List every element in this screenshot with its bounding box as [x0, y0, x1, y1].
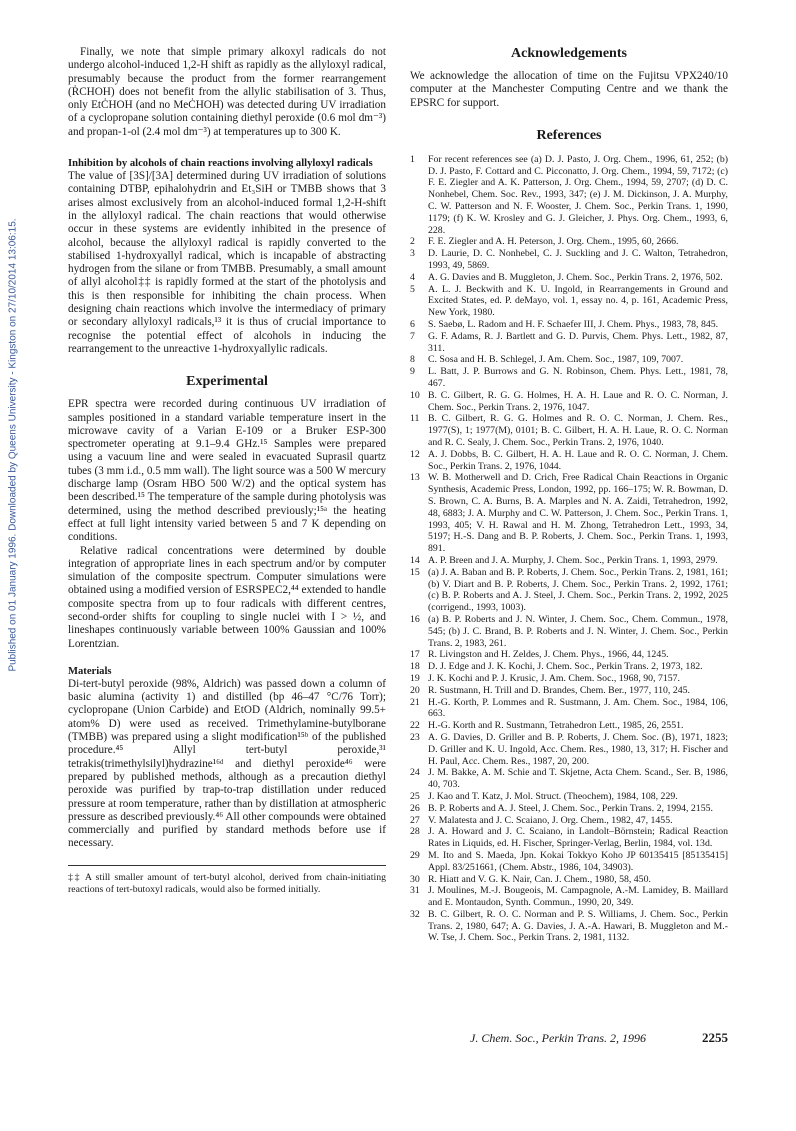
- reference-number: 25: [410, 790, 420, 802]
- reference-item: [410, 248, 728, 272]
- reference-item: [410, 236, 728, 248]
- reference-item: [410, 720, 728, 732]
- reference-number: 26: [410, 802, 420, 814]
- footnote: ‡‡ A still smaller amount of tert-butyl alcohol, derived from chain-initiating reactions of tert-butoxyl radicals, would also be formed initially.: [68, 871, 386, 895]
- reference-item: [410, 154, 728, 237]
- reference-text: (a) B. P. Roberts and J. N. Winter, J. Chem. Soc., Chem. Commun., 1978, 545; (b) J. C. Brand, B. P. Roberts and J. N. Winter, J. Chem. Soc., Perkin Trans. 2, 1983, 261.: [428, 613, 728, 649]
- reference-item: [410, 673, 728, 685]
- reference-text: J. K. Kochi and P. J. Krusic, J. Am. Chem. Soc., 1968, 90, 7157.: [428, 672, 680, 684]
- reference-text: H.-G. Korth, P. Lommes and R. Sustmann, J. Am. Chem. Soc., 1984, 106, 663.: [428, 696, 728, 720]
- reference-number: 11: [410, 413, 420, 425]
- reference-text: J. Kao and T. Katz, J. Mol. Struct. (Theochem), 1984, 108, 229.: [428, 790, 678, 802]
- reference-item: [410, 697, 728, 721]
- reference-number: 3: [410, 248, 415, 260]
- reference-text: R. Hiatt and V. G. K. Nair, Can. J. Chem., 1980, 58, 450.: [428, 873, 651, 885]
- journal-citation: J. Chem. Soc., Perkin Trans. 2, 1996: [470, 1031, 646, 1045]
- reference-text: V. Malatesta and J. C. Scaiano, J. Org. Chem., 1982, 47, 1455.: [428, 814, 673, 826]
- reference-text: S. Saebø, L. Radom and H. F. Schaefer III, J. Chem. Phys., 1983, 78, 845.: [428, 319, 719, 331]
- reference-item: [410, 649, 728, 661]
- reference-number: 12: [410, 448, 420, 460]
- reference-item: [410, 803, 728, 815]
- reference-item: [410, 449, 728, 473]
- reference-text: F. E. Ziegler and A. H. Peterson, J. Org. Chem., 1995, 60, 2666.: [428, 236, 679, 248]
- reference-item: [410, 885, 728, 909]
- experimental-paragraph-1: EPR spectra were recorded during continuous UV irradiation of samples positioned in a standard variable temperature insert in the microwave cavity of a Varian E-109 or a Bruker ESP-300 spectrometer operating at 9.1–9.4 GHz.¹⁵ Samples were prepared using a vacuum line and were sealed in evacuated Suprasil quartz tubes (3 mm i.d., 0.5 mm wall). The light source was a 500 W mercury discharge lamp (Osram HBO 500 W/2) and the optical system has been described.¹⁵ The temperature of the sample during photolysis was determined, using the method described previously;¹⁵ᵃ the heating effect at full light intensity varied between 5 and 7 K depending on conditions.: [68, 398, 386, 544]
- reference-number: 20: [410, 684, 420, 696]
- reference-text: B. C. Gilbert, R. G. G. Holmes and R. O. C. Norman, J. Chem. Res., 1977(S), 1; 1977(M), 0101; B. C. Gilbert, H. A. H. Laue, R. O. C. Norman and R. C. Sealy, J. Chem. Soc., Perkin Trans. 2, 1976, 1040.: [428, 413, 728, 449]
- reference-number: 17: [410, 649, 420, 661]
- reference-text: J. A. Howard and J. C. Scaiano, in Landolt–Börnstein; Radical Reaction Rates in Liquids, ed. H. Fischer, Springer-Verlag, Berlin, 1984, vol. 13d.: [428, 826, 728, 850]
- reference-number: 19: [410, 672, 420, 684]
- reference-item: [410, 732, 728, 767]
- reference-text: A. G. Davies and B. Muggleton, J. Chem. Soc., Perkin Trans. 2, 1976, 502.: [428, 271, 723, 283]
- reference-text: J. Moulines, M.-J. Bougeois, M. Campagnole, A.-M. Lamidey, B. Maillard and E. Montaudon, Synth. Commun., 1990, 20, 349.: [428, 885, 728, 909]
- reference-text: W. B. Motherwell and D. Crich, Free Radical Chain Reactions in Organic Synthesis, Academic Press, London, 1992, pp. 166–175; W. R. Bowman, D. S. Brown, C. A. Burns, B. A. Marples and N. A. Zaidi, Tetrahedron, 1992, 48, 6883; J. A. Murphy and C. W. Patterson, J. Chem. Soc., Perkin Trans. 1, 1993, 405; V. H. Rawal and H. M. Zhong, Tetrahedron Lett., 1993, 34, 5197; H.-S. Dang and B. P. Roberts, J. Chem. Soc., Perkin Trans. 1, 1993, 891.: [428, 472, 728, 555]
- reference-text: B. C. Gilbert, R. G. G. Holmes, H. A. H. Laue and R. O. C. Norman, J. Chem. Soc., Perkin Trans. 2, 1976, 1047.: [428, 389, 728, 413]
- reference-text: H.-G. Korth and R. Sustmann, Tetrahedron Lett., 1985, 26, 2551.: [428, 720, 684, 732]
- reference-item: [410, 413, 728, 448]
- reference-text: B. C. Gilbert, R. O. C. Norman and P. S. Williams, J. Chem. Soc., Perkin Trans. 2, 1980, 647; A. G. Davies, J. A.-A. Hawari, B. Muggleton and M.-W. Tse, J. Chem. Soc., Perkin Trans. 2, 1981, 1132.: [428, 908, 728, 944]
- right-column: [410, 46, 728, 944]
- reference-text: M. Ito and S. Maeda, Jpn. Kokai Tokkyo Koho JP 60135415 [85135415] Appl. 83/251661, (Chem. Abstr., 1986, 104, 34903).: [428, 849, 728, 873]
- reference-item: [410, 685, 728, 697]
- experimental-paragraph-2: Relative radical concentrations were determined by double integration of appropriate lines in each spectrum and/or by computer simulation of the composite spectrum. Computer simulations were obtained using a modified version of ESRSPEC2,⁴⁴ extended to handle composite spectra from up to four radicals with different centres, second-order shifts for coupling to single nuclei with I > ½, and lineshapes continuously variable between 100% Gaussian and 100% Lorentzian.: [68, 544, 386, 650]
- experimental-heading: Experimental: [186, 374, 268, 390]
- reference-text: A. G. Davies, D. Griller and B. P. Roberts, J. Chem. Soc. (B), 1971, 1823; D. Griller and K. U. Ingold, Acc. Chem. Res., 1980, 13, 317; H. Fischer and H. Paul, Acc. Chem. Res., 1987, 20, 200.: [428, 731, 728, 767]
- inhibition-paragraph: The value of [3S]/[3A] determined during UV irradiation of solutions containing DTBP, epihalohydrin and Et₃SiH or TMBB shows that 3 arises almost exclusively from an alcohol-induced formal 1,2-H-shift in the allyloxyl radical. The chain reactions that would otherwise occur in these systems are evidently inhibited in the presence of alcohol, because the allyloxyl radical is rapidly converted to the stabilised 1-hydroxyallyl radical, which is incapable of abstracting hydrogen from the silane or from TMBB. Presumably, a small amount of allyl alcohol‡‡ is rapidly formed at the start of the photolysis and this is then responsible for inhibiting the chain process. When designing chain reactions which involve the intermediacy of primary or secondary allyloxyl radicals,¹³ it is thus of crucial importance to recognise the potential effect of alcohols in inducing the rearrangement to the unreactive 1-hydroxyallylic radicals.: [68, 170, 386, 355]
- reference-text: C. Sosa and H. B. Schlegel, J. Am. Chem. Soc., 1987, 109, 7007.: [428, 354, 684, 366]
- materials-heading: Materials: [68, 665, 112, 677]
- reference-text: J. M. Bakke, A. M. Schie and T. Skjetne, Acta Chem. Scand., Ser. B, 1986, 40, 703.: [428, 767, 728, 791]
- reference-number: 27: [410, 814, 420, 826]
- download-watermark: [6, 218, 20, 672]
- reference-item: [410, 850, 728, 874]
- reference-text: R. Sustmann, H. Trill and D. Brandes, Chem. Ber., 1977, 110, 245.: [428, 684, 690, 696]
- reference-text: R. Livingston and H. Zeldes, J. Chem. Phys., 1966, 44, 1245.: [428, 649, 669, 661]
- reference-item: [410, 555, 728, 567]
- reference-number: 2: [410, 236, 415, 248]
- reference-number: 10: [410, 389, 420, 401]
- reference-number: 21: [410, 696, 420, 708]
- reference-number: 15: [410, 566, 420, 578]
- reference-number: 29: [410, 849, 420, 861]
- reference-number: 9: [410, 366, 415, 378]
- intro-paragraph: Finally, we note that simple primary alkoxyl radicals do not undergo alcohol-induced 1,2-H shift as rapidly as the allyloxyl radical, presumably because the product from the former rearrangement (ṘCHOH) does not benefit from the allylic stabilisation of 3. Thus, only EtĊHOH (and no MeĊHOH) was detected during UV irradiation of a cyclopropane solution containing diethyl peroxide (0.6 mol dm⁻³) and propan-1-ol (2.4 mol dm⁻³) at temperatures up to 300 K.: [68, 46, 386, 138]
- reference-number: 22: [410, 720, 420, 732]
- page-footer: [470, 1031, 728, 1049]
- reference-text: L. Batt, J. P. Burrows and G. N. Robinson, Chem. Phys. Lett., 1981, 78, 467.: [428, 366, 728, 390]
- reference-number: 8: [410, 354, 415, 366]
- reference-number: 18: [410, 661, 420, 673]
- materials-paragraph: Di-tert-butyl peroxide (98%, Aldrich) was passed down a column of basic alumina (activity 1) and distilled (bp 46–47 °C/76 Torr); cyclopropane (Union Carbide) and EtOD (Aldrich, nominally 99.5+ atom% D) were used as received. Trimethylamine-butylborane (TMBB) was prepared using a slight modification¹⁵ᵇ of the published procedure.⁴⁵ Allyl tert-butyl peroxide,³¹ tetrakis(trimethylsilyl)hydrazine¹⁶ᵈ and diethyl peroxide⁴⁶ were prepared by published methods, although as a precaution diethyl peroxide was purified by trap-to-trap distillation under reduced pressure at room temperature, rather than by distillation at atmospheric pressure as described previously.⁴⁶ All other compounds were obtained commercially and purified by standard methods before use if necessary.: [68, 677, 386, 850]
- reference-item: [410, 272, 728, 284]
- reference-item: [410, 614, 728, 649]
- acknowledgements-paragraph: We acknowledge the allocation of time on the Fujitsu VPX240/10 computer at the Manchester Computing Centre and we thank the EPSRC for support.: [410, 70, 728, 109]
- reference-text: A. P. Breen and J. A. Murphy, J. Chem. Soc., Perkin Trans. 1, 1993, 2979.: [428, 554, 718, 566]
- reference-text: B. P. Roberts and A. J. Steel, J. Chem. Soc., Perkin Trans. 2, 1994, 2155.: [428, 802, 713, 814]
- reference-list: [410, 154, 728, 944]
- reference-number: 16: [410, 613, 420, 625]
- reference-text: For recent references see (a) D. J. Pasto, J. Org. Chem., 1996, 61, 252; (b) D. J. Pasto, F. Cottard and C. Picconatto, J. Org. Chem., 1994, 59, 7172; (c) F. E. Ziegler and A. K. Patterson, J. Org. Chem., 1994, 59, 2707; (d) D. C. Nonhebel, Chem. Soc. Rev., 1993, 347; (e) J. M. Dickinson, J. A. Murphy, C. W. Patterson and N. F. Wooster, J. Chem. Soc., Perkin Trans. 1, 1990, 1179; (f) K. W. Krosley and G. J. Gleicher, J. Phys. Org. Chem., 1993, 6, 228.: [428, 153, 728, 236]
- reference-number: 28: [410, 826, 420, 838]
- reference-number: 14: [410, 554, 420, 566]
- reference-item: [410, 826, 728, 850]
- reference-item: [410, 815, 728, 827]
- reference-item: [410, 661, 728, 673]
- reference-text: D. J. Edge and J. K. Kochi, J. Chem. Soc., Perkin Trans. 2, 1973, 182.: [428, 661, 703, 673]
- reference-number: 5: [410, 283, 415, 295]
- reference-item: [410, 874, 728, 886]
- left-column: [68, 46, 386, 895]
- reference-number: 7: [410, 330, 415, 342]
- reference-item: [410, 472, 728, 555]
- reference-item: [410, 791, 728, 803]
- reference-item: [410, 284, 728, 319]
- reference-number: 31: [410, 885, 420, 897]
- reference-item: [410, 354, 728, 366]
- reference-item: [410, 767, 728, 791]
- reference-item: [410, 390, 728, 414]
- reference-text: D. Laurie, D. C. Nonhebel, C. J. Suckling and J. C. Walton, Tetrahedron, 1993, 49, 5869.: [428, 248, 728, 272]
- reference-number: 30: [410, 873, 420, 885]
- reference-number: 13: [410, 472, 420, 484]
- reference-item: [410, 319, 728, 331]
- reference-text: A. L. J. Beckwith and K. U. Ingold, in Rearrangements in Ground and Excited States, ed. P. deMayo, vol. 1, essay no. 4, p. 161, Academic Press, New York, 1980.: [428, 283, 728, 319]
- reference-item: [410, 366, 728, 390]
- reference-text: (a) J. A. Baban and B. P. Roberts, J. Chem. Soc., Perkin Trans. 2, 1981, 161; (b) V. Diart and B. P. Roberts, J. Chem. Soc., Perkin Trans. 2, 1992, 1761; (c) B. P. Roberts and A. J. Steel, J. Chem. Soc., Perkin Trans. 2, 1992, 2025 (corrigend., 1993, 1003).: [428, 566, 728, 614]
- reference-item: [410, 567, 728, 614]
- reference-text: A. J. Dobbs, B. C. Gilbert, H. A. H. Laue and R. O. C. Norman, J. Chem. Soc., Perkin Trans. 2, 1976, 1044.: [428, 448, 728, 472]
- inhibition-heading: Inhibition by alcohols of chain reactions involving allyloxyl radicals: [68, 158, 373, 170]
- reference-number: 1: [410, 153, 415, 165]
- reference-item: [410, 331, 728, 355]
- page-number: 2255: [702, 1030, 728, 1045]
- download-watermark-text: Published on 01 January 1996. Downloaded by Queens University - Kingston on 27/10/2014 13:06:15.: [7, 218, 19, 672]
- reference-item: [410, 909, 728, 944]
- reference-number: 24: [410, 767, 420, 779]
- reference-number: 32: [410, 908, 420, 920]
- reference-number: 4: [410, 271, 415, 283]
- reference-number: 6: [410, 319, 415, 331]
- acknowledgements-heading: Acknowledgements: [511, 46, 627, 61]
- reference-text: G. F. Adams, R. J. Bartlett and G. D. Purvis, Chem. Phys. Lett., 1982, 87, 311.: [428, 330, 728, 354]
- references-heading: References: [536, 127, 602, 143]
- reference-number: 23: [410, 731, 420, 743]
